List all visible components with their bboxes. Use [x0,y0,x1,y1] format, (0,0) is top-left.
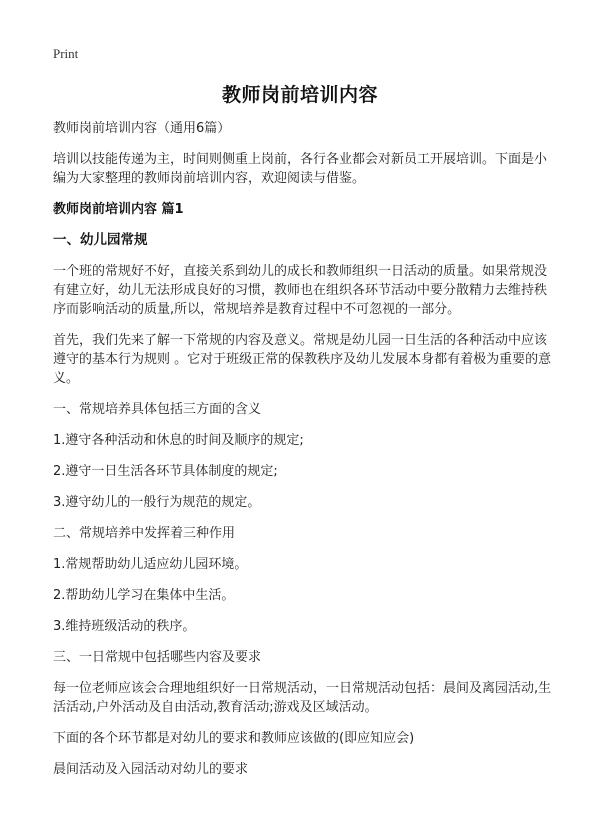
list-item: 1.常规帮助幼儿适应幼儿园环境。 [53,557,248,572]
subheading: 三、一日常规中包括哪些内容及要求 [53,650,262,665]
section-heading-kindergarten-routine: 一、幼儿园常规 [53,232,148,248]
section-heading-part1: 教师岗前培训内容 篇1 [53,202,184,217]
intro-paragraph: 培训以技能传递为主，时间则侧重上岗前，各行各业都会对新员工开展培训。下面是小编为大家整理的教师岗前培训内容，欢迎阅读与借鉴。 [53,152,548,186]
document-body [53,119,553,791]
list-item: 3.维持班级活动的秩序。 [53,619,196,634]
list-item: 1.遵守各种活动和休息的时间及顺序的规定; [53,433,304,448]
body-paragraph: 晨间活动及入园活动对幼儿的要求 [53,762,249,777]
print-label[interactable]: Print [53,46,79,61]
subheading: 二、常规培养中发挥着三种作用 [53,526,236,541]
list-item: 2.遵守一日生活各环节具体制度的规定; [53,464,278,479]
list-item: 2.帮助幼儿学习在集体中生活。 [53,588,235,603]
body-paragraph: 下面的各个环节都是对幼儿的要求和教师应该做的(即应知应会) [53,731,415,746]
subheading: 一、常规培养具体包括三方面的含义 [53,402,262,417]
document-title: 教师岗前培训内容 [221,84,378,106]
subtitle-paragraph: 教师岗前培训内容（通用6篇） [53,121,231,136]
body-paragraph: 每一位老师应该会合理地组织好一日常规活动，一日常规活动包括：晨间及离园活动,生活活动,户外活动及自由活动,教育活动;游戏及区域活动。 [53,681,552,715]
body-paragraph: 首先，我们先来了解一下常规的内容及意义。常规是幼儿园一日生活的各种活动中应该遵守的基本行为规则 。它对于班级正常的保教秩序及幼儿发展本身都有着极为重要的意义。 [53,333,552,386]
body-paragraph: 一个班的常规好不好，直接关系到幼儿的成长和教师组织一日活动的质量。如果常规没有建立好，幼儿无法形成良好的习惯，教师也在组织各环节活动中要分散精力去维持秩序而影响活动的质量,所以，常规培养是教育过程中不可忽视的一部分。 [53,264,548,317]
list-item: 3.遵守幼儿的一般行为规范的规定。 [53,495,261,510]
